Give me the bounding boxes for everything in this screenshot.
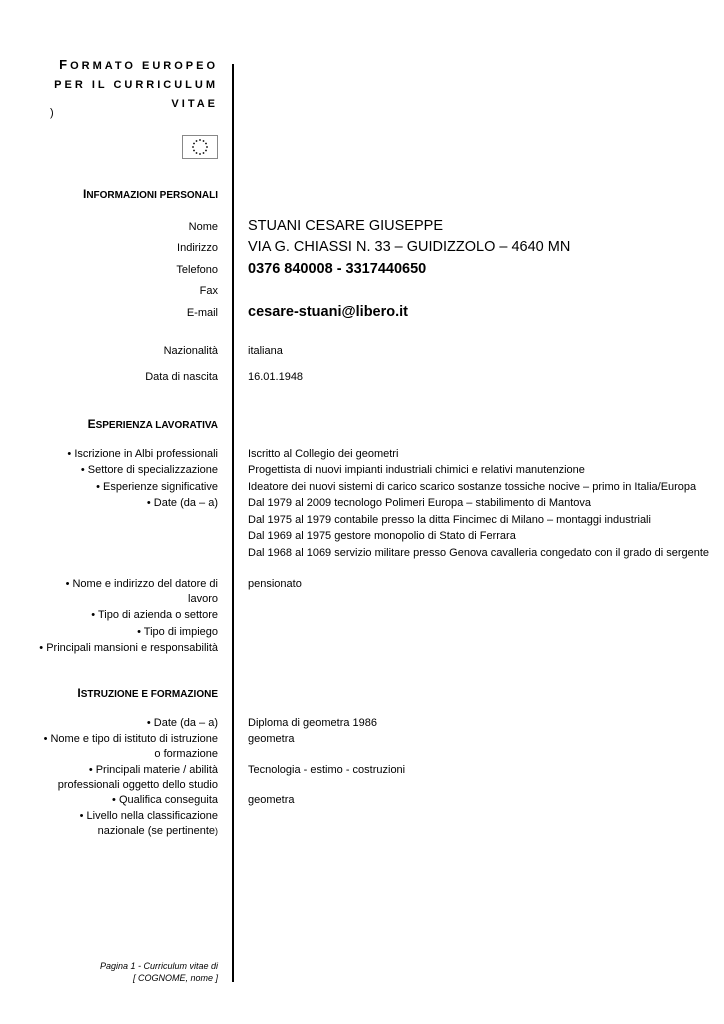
nationality-value: italiana [248,345,283,357]
employer-label: • Nome e indirizzo del datore di lavoro [65,578,218,605]
qualification-value: geometra [248,794,295,806]
footer-line-2: [ COGNOME, nome ] [132,973,218,983]
birthdate-value: 16.01.1948 [248,371,304,383]
title-line-1: FORMATO EUROPEO [59,57,218,72]
work-date-entry: Dal 1975 al 1979 contabile presso la ditta Fincimec di Milano – montaggi industriali [248,514,651,526]
employer-value: pensionato [248,578,302,590]
footer-line-1: Pagina 1 - Curriculum vitae di [99,961,218,971]
phone-label: Telefono [176,264,218,276]
document-title [54,55,218,114]
work-date-entry: Dal 1968 al 1069 servizio militare presso Genova cavalleria congedato con il grado di sergente [248,547,710,559]
level-label: • Livello nella classificazione nazionale (se pertinente) [79,810,218,837]
phone-value: 0376 840008 - 3317440650 [248,261,427,277]
nationality-label: Nazionalità [163,345,218,357]
page-footer [100,960,218,984]
work-item-label: • Iscrizione in Albi professionali [67,448,218,460]
section-work-experience: ESPERIENZA LAVORATIVA [87,417,218,431]
fax-label: Fax [199,285,218,297]
title-line-3: VITAE [171,98,218,110]
subjects-value: Tecnologia - estimo - costruzioni [248,764,406,776]
birthdate-label: Data di nascita [145,371,218,383]
work-item-value: Dal 1979 al 2009 tecnologo Polimeri Europa – stabilimento di Mantova [248,497,592,509]
email-value: cesare-stuani@libero.it [248,304,408,320]
work-item-label: • Esperienze significative [96,481,218,493]
education-dates-label: • Date (da – a) [146,717,218,729]
work-item-label: • Date (da – a) [146,497,218,509]
address-label: Indirizzo [177,242,218,254]
company-type-label: • Tipo di azienda o settore [91,609,218,621]
vertical-divider [232,64,234,982]
work-date-entry: Dal 1969 al 1975 gestore monopolio di Stato di Ferrara [248,530,516,542]
qualification-label: • Qualifica conseguita [112,794,218,806]
eu-flag-icon [182,135,218,159]
section-education: ISTRUZIONE E FORMAZIONE [77,686,218,700]
stray-parenthesis: ) [50,107,54,119]
section-personal-info: INFORMAZIONI PERSONALI [82,187,218,201]
work-item-value: Progettista di nuovi impianti industriali chimici e relativi manutenzione [248,464,585,476]
title-line-2: PER IL CURRICULUM [54,79,218,91]
job-type-label: • Tipo di impiego [137,626,218,638]
education-dates-value: Diploma di geometra 1986 [248,717,378,729]
institute-value: geometra [248,733,295,745]
address-value: VIA G. CHIASSI N. 33 – GUIDIZZOLO – 4640 MN [248,239,571,255]
work-item-label: • Settore di specializzazione [80,464,218,476]
duties-label: • Principali mansioni e responsabilità [39,642,218,654]
name-label: Nome [188,221,218,233]
work-item-value: Ideatore dei nuovi sistemi di carico scarico sostanze tossiche nocive – primo in Italia/Europa [248,481,697,493]
work-item-value: Iscritto al Collegio dei geometri [248,448,399,460]
name-value: STUANI CESARE GIUSEPPE [248,218,443,234]
email-label: E-mail [186,307,218,319]
subjects-label: • Principali materie / abilità professionali oggetto dello studio [57,764,218,791]
institute-label: • Nome e tipo di istituto di istruzione o formazione [43,733,218,760]
